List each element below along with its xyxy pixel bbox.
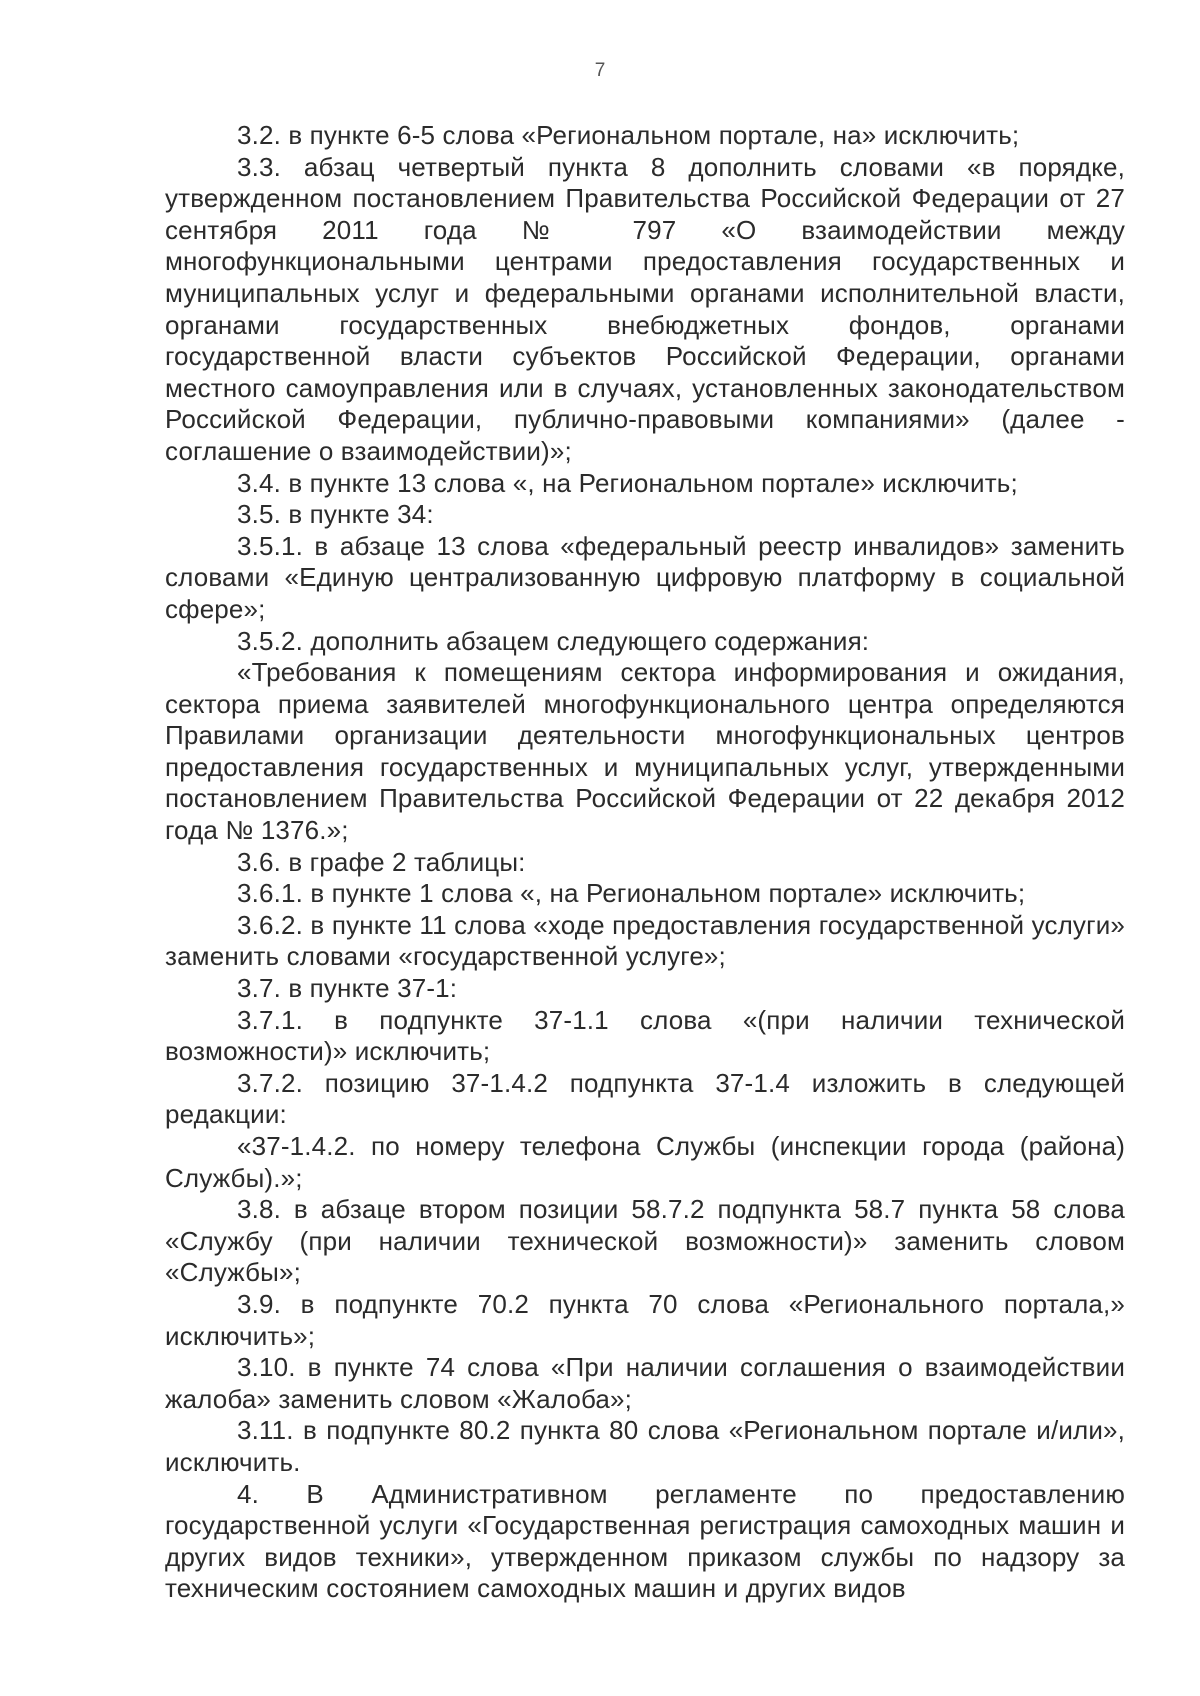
paragraph-quoted-requirements: «Требования к помещениям сектора информирования и ожидания, сектора приема заявителей многофункционального центра определяются Правилами организации деятельности многофункциональных центров предоставления государственных и муниципальных услуг, утвержденными постановлением Правительства Российской Федерации от 22 декабря 2012 года № 1376.»;: [165, 657, 1125, 846]
paragraph-3-9: 3.9. в подпункте 70.2 пункта 70 слова «Регионального портала,» исключить»;: [165, 1288, 1125, 1351]
paragraph-3-6: 3.6. в графе 2 таблицы:: [237, 846, 526, 877]
paragraph-3-3: 3.3. абзац четвертый пункта 8 дополнить словами «в порядке, утвержденном постановлением Правительства Российской Федерации от 27 сентября 2011 года № 797 «О взаимодействии между многофункциональными центрами предоставления государственных и муниципальных услуг и федеральными органами исполнительной власти, органами государственных внебюджетных фондов, органами государственной власти субъектов Российской Федерации, органами местного самоуправления или в случаях, установленных законодательством Российской Федерации, публично-правовыми компаниями» (далее - соглашение о взаимодействии)»;: [165, 151, 1125, 466]
paragraph-3-8: 3.8. в абзаце втором позиции 58.7.2 подпункта 58.7 пункта 58 слова «Службу (при наличии технической возможности)» заменить словом «Службы»;: [165, 1194, 1125, 1288]
paragraph-3-11: 3.11. в подпункте 80.2 пункта 80 слова «Региональном портале и/или», исключить.: [165, 1415, 1125, 1477]
page-number: 7: [594, 60, 606, 81]
paragraph-3-2: 3.2. в пункте 6-5 слова «Региональном портале, на» исключить;: [237, 120, 1020, 150]
paragraph-3-6-2: 3.6.2. в пункте 11 слова «ходе предоставления государственной услуги» заменить словами «государственной услуге»;: [165, 909, 1125, 972]
paragraph-3-5-1: 3.5.1. в абзаце 13 слова «федеральный реестр инвалидов» заменить словами «Единую централизованную цифровую платформу в социальной сфере»;: [165, 530, 1125, 624]
paragraph-3-10: 3.10. в пункте 74 слова «При наличии соглашения о взаимодействии жалоба» заменить словом «Жалоба»;: [165, 1352, 1125, 1414]
paragraph-3-7-1: 3.7.1. в подпункте 37-1.1 слова «(при наличии технической возможности)» исключить;: [165, 1004, 1125, 1067]
paragraph-quoted-37-1-4-2: «37-1.4.2. по номеру телефона Службы (инспекции города (района) Службы).»;: [165, 1131, 1125, 1193]
paragraph-3-4: 3.4. в пункте 13 слова «, на Региональном портале» исключить;: [237, 467, 1018, 498]
paragraph-3-7-2: 3.7.2. позицию 37-1.4.2 подпункта 37-1.4 изложить в следующей редакции:: [165, 1067, 1125, 1130]
paragraph-3-7: 3.7. в пункте 37-1:: [237, 973, 458, 1004]
paragraph-3-5: 3.5. в пункте 34:: [237, 499, 434, 530]
paragraph-4: 4. В Административном регламенте по предоставлению государственной услуги «Государственная регистрация самоходных машин и других видов техники», утвержденном приказом службы по надзору за техническим состоянием самоходных машин и других видов: [165, 1478, 1125, 1604]
paragraph-3-6-1: 3.6.1. в пункте 1 слова «, на Региональном портале» исключить;: [237, 878, 1026, 909]
paragraph-3-5-2: 3.5.2. дополнить абзацем следующего содержания:: [237, 625, 870, 656]
document-body: [165, 120, 1125, 1605]
